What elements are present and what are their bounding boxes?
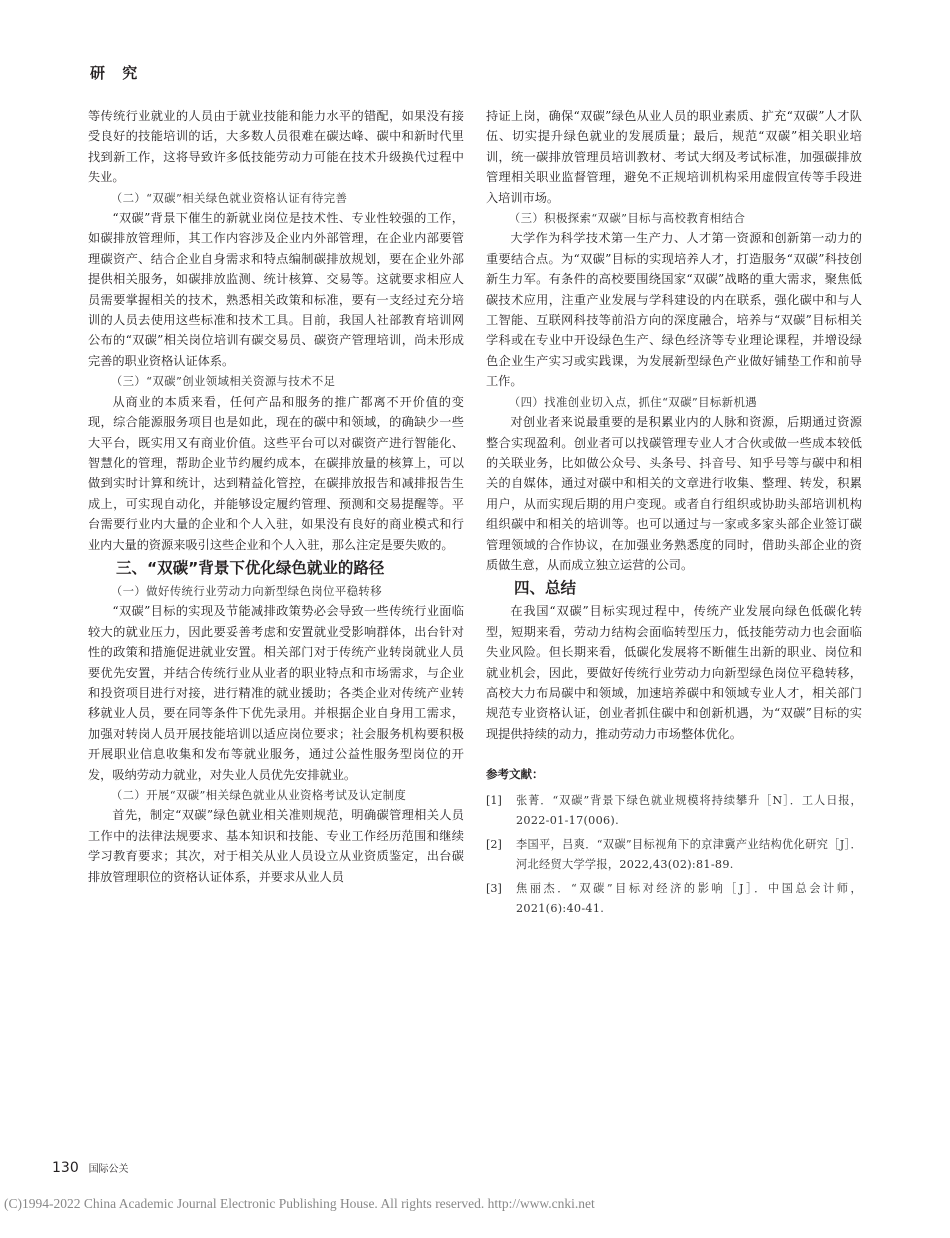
page-footer	[52, 1160, 129, 1176]
subheading: （三）“双碳”创业领域相关资源与技术不足	[110, 374, 336, 389]
page-number: 130	[52, 1160, 79, 1176]
paragraph: 等传统行业就业的人员由于就业技能和能力水平的错配，如果没有接受良好的技能培训的话，大多数人员很难在碳达峰、碳中和新时代里找到新工作，这将导致许多低技能劳动力可能在技术升级换代过程中失业。	[88, 109, 464, 185]
paragraph: “双碳”目标的实现及节能减排政策势必会导致一些传统行业面临较大的就业压力，因此要妥善考虑和安置就业受影响群体，出台针对性的政策和措施促进就业安置。相关部门对于传统产业转岗就业人员要优先安置，并结合传统行业从业者的职业特点和市场需求，与企业和投资项目进行对接，进行精准的就业援助；各类企业对传统产业转移就业人员，要在同等条件下优先录用。并根据企业自身用工需求，加强对转岗人员开展技能培训以适应岗位要求；社会服务机构要积极开展职业信息收集和发布等就业服务，通过公益性服务型岗位的开发，吸纳劳动力就业，对失业人员优先安排就业。	[88, 604, 464, 782]
subheading: （二）开展“双碳”相关绿色就业从业资格考试及认定制度	[110, 788, 407, 802]
subheading: （一）做好传统行业劳动力向新型绿色岗位平稳转移	[110, 583, 382, 598]
section-heading: 三、“双碳”背景下优化绿色就业的路径	[116, 558, 385, 577]
paragraph: 对创业者来说最重要的是积累业内的人脉和资源，后期通过资源整合实现盈利。创业者可以找碳管理专业人才合伙或做一些成本较低的关联业务，比如做公众号、头条号、抖音号、知乎号等与碳中和相关的自媒体，通过对碳中和相关的文章进行收集、整理、转发，积累用户，从而实现后期的用户变现。或者自行组织或协助头部培训机构组织碳中和相关的培训等。也可以通过与一家或多家头部企业签订碳管理领域的合作协议，在加强业务熟悉度的同时，借助头部企业的资质做生意，从而成立独立运营的公司。	[486, 415, 862, 572]
reference-item	[486, 791, 862, 831]
subheading: （三）积极探索“双碳”目标与高校教育相结合	[508, 211, 746, 226]
copyright-notice: (C)1994-2022 China Academic Journal Electronic Publishing House. All rights reserved. http://www.cnki.net	[4, 1196, 595, 1211]
reference-number: [1]	[486, 793, 502, 807]
reference-number: [3]	[486, 881, 502, 895]
paragraph: 从商业的本质来看，任何产品和服务的推广都离不开价值的变现，综合能源服务项目也是如此，现在的碳中和领域，的确缺少一些大平台，既实用又有商业价值。这些平台可以对碳资产进行智能化、智慧化的管理，帮助企业节约履约成本，在碳排放量的核算上，可以做到实时计算和统计，达到精益化管控，在碳排放报告和减排报告生成上，可实现自动化，并能够设定履约管理、预测和交易提醒等。平台需要行业内大量的企业和个人入驻，如果没有良好的商业模式和行业内大量的资源来吸引这些企业和个人入驻，那么注定是要失败的。	[88, 394, 464, 552]
subheading: （二）“双碳”相关绿色就业资格认证有待完善	[110, 190, 348, 205]
magazine-name: 国际公关	[88, 1164, 129, 1175]
paragraph: 首先，制定“双碳”绿色就业相关准则规范，明确碳管理相关人员工作中的法律法规要求、基本知识和技能、专业工作经历范围和继续学习教育要求；其次，对于相关从业人员设立从业资质鉴定，出台碳排放管理职位的资格认证体系，并要求从业人员	[88, 808, 464, 884]
references-title: 参考文献：	[486, 767, 544, 782]
paragraph: “双碳”背景下催生的新就业岗位是技术性、专业性较强的工作，如碳排放管理师，其工作内容涉及企业内外部管理，在企业内部要管理碳资产、结合企业自身需求和特点编制碳排放规划，要在企业外部提供相关服务，如碳排放监测、统计核算、交易等。这就要求相应人员需要掌握相关的技术，熟悉相关政策和标准，要有一支经过充分培训的人员去使用这些标准和技术工具。目前，我国人社部教育培训网公布的“双碳”相关岗位培训有碳交易员、碳资产管理培训，尚未形成完善的职业资格认证体系。	[88, 211, 464, 368]
paragraph: 在我国“双碳”目标实现过程中，传统产业发展向绿色低碳化转型，短期来看，劳动力结构会面临转型压力，低技能劳动力也会面临失业风险。但长期来看，低碳化发展将不断催生出新的职业、岗位和就业机会，因此，要做好传统行业劳动力向新型绿色岗位平稳转移，高校大力布局碳中和领域，加速培养碳中和领域专业人才，相关部门规范专业资格认证，创业者抓住碳中和创新机遇，为“双碳”目标的实现提供持续的动力，推动劳动力市场整体优化。	[486, 604, 862, 741]
reference-item	[486, 835, 862, 875]
right-column	[486, 106, 862, 923]
reference-text: 李国平，吕爽．“双碳”目标视角下的京津冀产业结构优化研究［J］．河北经贸大学学报，2022,43(02):81-89.	[516, 837, 862, 871]
section-header: 研 究	[90, 64, 144, 82]
reference-text: 张菁．“双碳”背景下绿色就业规模将持续攀升［N］．工人日报，2022-01-17(006).	[516, 793, 862, 827]
paragraph: 持证上岗，确保“双碳”绿色从业人员的职业素质、扩充“双碳”人才队伍、切实提升绿色就业的发展质量；最后，规范“双碳”相关职业培训，统一碳排放管理员培训教材、考试大纲及考试标准，加强碳排放管理相关职业监督管理，避免不正规培训机构采用虚假宣传等手段进入培训市场。	[486, 109, 862, 205]
reference-number: [2]	[486, 837, 502, 851]
section-heading: 四、总结	[514, 579, 577, 598]
reference-text: 焦丽杰．“双碳”目标对经济的影响［J］．中国总会计师，2021(6):40-41.	[516, 881, 862, 915]
paragraph: 大学作为科学技术第一生产力、人才第一资源和创新第一动力的重要结合点。为“双碳”目标的实现培养人才，打造服务“双碳”科技创新生力军。有条件的高校要围绕国家“双碳”战略的重大需求，聚焦低碳技术应用，注重产业发展与学科建设的内在联系，强化碳中和与人工智能、互联网科技等前沿方向的深度融合，培养与“双碳”目标相关学科或在专业中开设绿色生产、绿色经济等专业理论课程，并增设绿色企业生产实习或实践课，为发展新型绿色产业做好铺垫工作和前导工作。	[486, 231, 862, 389]
left-column	[88, 106, 464, 887]
subheading: （四）找准创业切入点，抓住“双碳”目标新机遇	[508, 394, 758, 409]
reference-item	[486, 879, 862, 919]
